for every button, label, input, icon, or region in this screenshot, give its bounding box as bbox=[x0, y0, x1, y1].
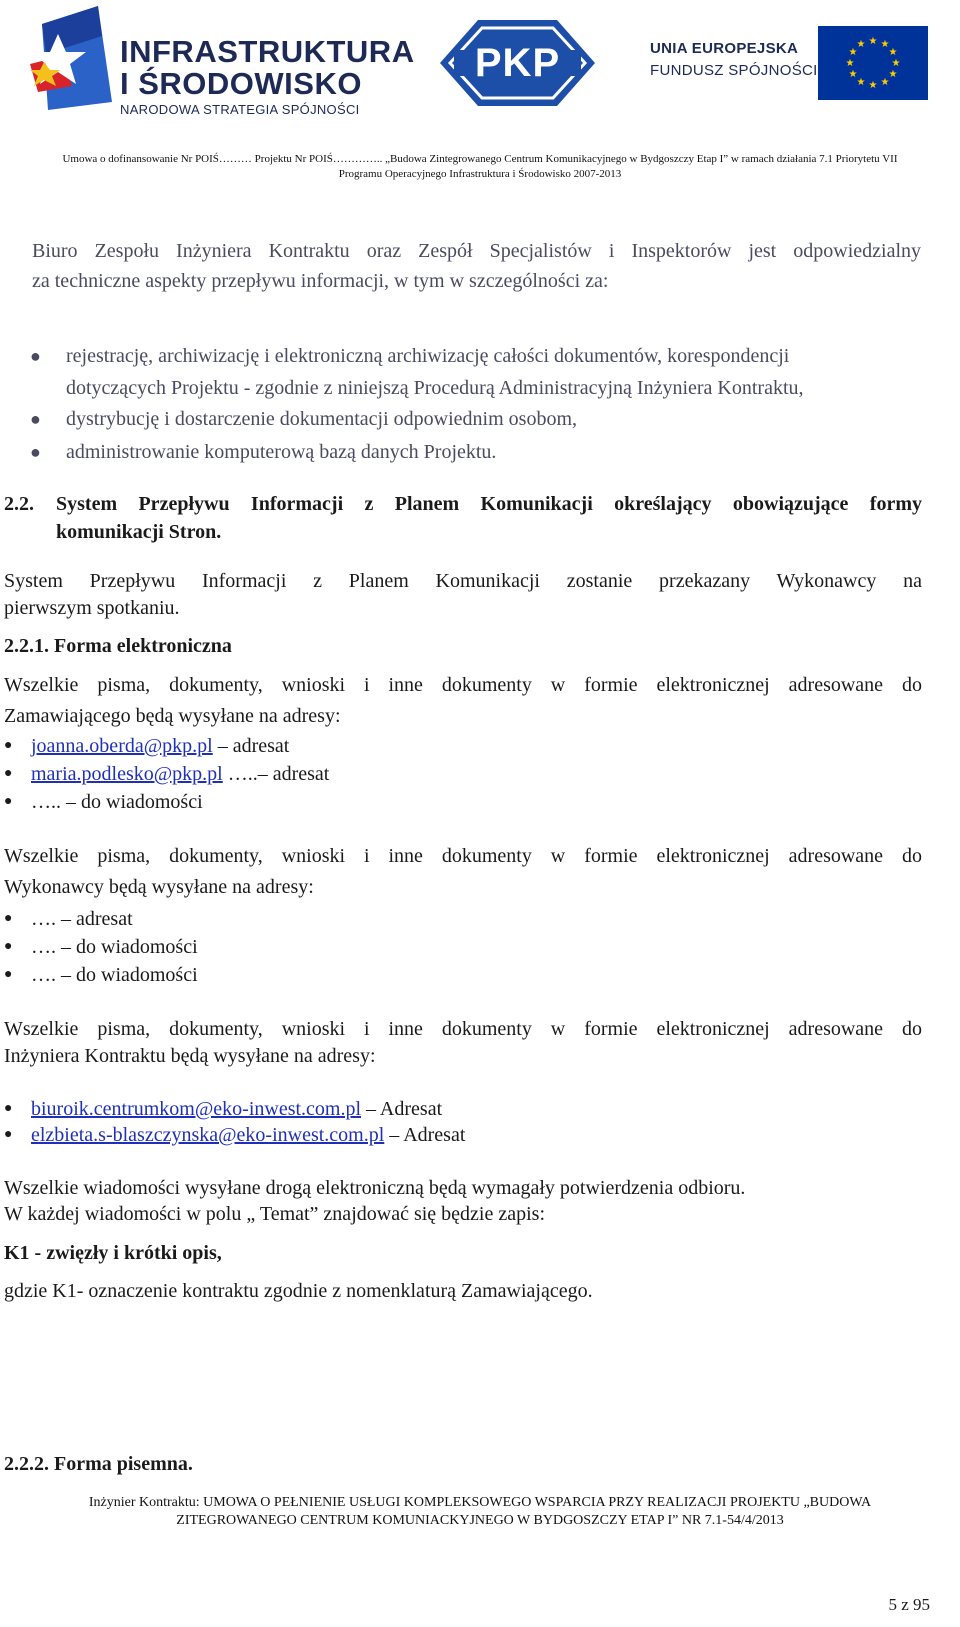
svg-text:★: ★ bbox=[880, 39, 890, 50]
wyk-paragraph-line1: Wszelkie pisma, dokumenty, wnioski i inne dokumenty w formie elektronicznej adresowane do bbox=[4, 845, 922, 867]
intro-paragraph-line2: za techniczne aspekty przepływu informacji, w tym w szczególności za: bbox=[32, 270, 609, 292]
infrastruktura-logo bbox=[28, 6, 415, 117]
page-number: 5 z 95 bbox=[888, 1595, 930, 1614]
pkp-logo-text: PKP bbox=[474, 40, 561, 85]
svg-text:★: ★ bbox=[845, 58, 855, 69]
resp-item-1-line2: dotyczących Projektu - zgodnie z niniejszą Procedurą Administracyjną Inżyniera Kontraktu, bbox=[66, 377, 804, 399]
email-role: …..– adresat bbox=[222, 763, 330, 785]
resp-item-2: dystrybucję i dostarczenie dokumentacji odpowiednim osobom, bbox=[66, 408, 577, 430]
resp-item-1-line1: rejestrację, archiwizację i elektroniczną archiwizację całości dokumentów, korespondencji bbox=[66, 345, 790, 367]
section-2-2-body-line2: pierwszym spotkaniu. bbox=[4, 597, 180, 619]
bullet-icon: ● bbox=[30, 409, 41, 429]
bullet-icon: ● bbox=[4, 1127, 13, 1142]
resp-item-3: administrowanie komputerową bazą danych Projektu. bbox=[66, 441, 497, 463]
footer-line2: ZITEGROWANEGO CENTRUM KOMUNIACKYJNEGO W BYDGOSZCZY ETAP I” NR 7.1-54/4/2013 bbox=[176, 1513, 784, 1528]
bullet-icon: ● bbox=[4, 794, 13, 809]
contract-header-line1: Umowa o dofinansowanie Nr POIŚ……… Projektu Nr POIŚ………….. „Budowa Zintegrowanego Centrum Komunikacyjnego w Bydgoszczy Etap I” w ramach działania 7.1 Priorytetu VII bbox=[62, 153, 898, 165]
ink-paragraph-line1: Wszelkie pisma, dokumenty, wnioski i inne dokumenty w formie elektronicznej adresowane do bbox=[4, 1018, 922, 1040]
email-role: – adresat bbox=[212, 735, 290, 757]
confirm-line2: W każdej wiadomości w polu „ Temat” znajdować się będzie zapis: bbox=[4, 1203, 545, 1225]
bullet-icon: ● bbox=[30, 442, 41, 462]
infrastruktura-logo-line2: I ŚRODOWISKO bbox=[120, 66, 362, 101]
email-link-biuroik[interactable]: biuroik.centrumkom@eko-inwest.com.pl bbox=[31, 1098, 362, 1120]
email-link-maria-podlesko[interactable]: maria.podlesko@pkp.pl bbox=[31, 763, 223, 785]
section-2-2-title-line2: komunikacji Stron. bbox=[56, 521, 222, 543]
section-2-2-body-line1: System Przepływu Informacji z Planem Komunikacji zostanie przekazany Wykonawcy na bbox=[4, 570, 922, 592]
email-role: – Adresat bbox=[361, 1098, 443, 1120]
intro-paragraph-line1: Biuro Zespołu Inżyniera Kontraktu oraz Zespół Specjalistów i Inspektorów jest odpowiedzialny bbox=[32, 240, 921, 262]
svg-text:★: ★ bbox=[880, 77, 890, 88]
wyk-item-3: …. – do wiadomości bbox=[31, 964, 198, 986]
section-2-2-2-heading: 2.2.2. Forma pisemna. bbox=[4, 1453, 193, 1475]
eu-logo-line1: UNIA EUROPEJSKA bbox=[650, 40, 799, 57]
section-2-2-title-line1: System Przepływu Informacji z Planem Komunikacji określający obowiązujące formy bbox=[56, 493, 922, 515]
infrastruktura-flag-icon bbox=[28, 6, 112, 110]
bullet-icon: ● bbox=[4, 911, 13, 926]
wyk-item-2: …. – do wiadomości bbox=[31, 936, 198, 958]
wyk-paragraph-line2: Wykonawcy będą wysyłane na adresy: bbox=[4, 876, 314, 898]
bullet-icon: ● bbox=[4, 1101, 13, 1116]
eu-flag-icon bbox=[818, 26, 928, 100]
svg-text:★: ★ bbox=[856, 39, 866, 50]
svg-text:★: ★ bbox=[891, 58, 901, 69]
svg-text:★: ★ bbox=[848, 47, 858, 58]
k1-subject-format: K1 - zwięzły i krótki opis, bbox=[4, 1242, 222, 1264]
pkp-logo bbox=[440, 20, 595, 106]
contract-header-line2: Programu Operacyjnego Infrastruktura i Środowisko 2007-2013 bbox=[338, 168, 622, 180]
infrastruktura-logo-line1: INFRASTRUKTURA bbox=[120, 34, 415, 69]
eu-logo-line2: FUNDUSZ SPÓJNOŚCI bbox=[650, 62, 818, 79]
email-role: – Adresat bbox=[384, 1124, 466, 1146]
email-link-joanna-oberda[interactable]: joanna.oberda@pkp.pl bbox=[31, 735, 213, 757]
bullet-icon: ● bbox=[4, 766, 13, 781]
zam-paragraph-line1: Wszelkie pisma, dokumenty, wnioski i inne dokumenty w formie elektronicznej adresowane do bbox=[4, 674, 922, 696]
svg-text:★: ★ bbox=[868, 80, 878, 91]
zam-paragraph-line2: Zamawiającego będą wysyłane na adresy: bbox=[4, 705, 341, 727]
email-role: ….. – do wiadomości bbox=[31, 791, 203, 813]
bullet-icon: ● bbox=[4, 939, 13, 954]
footer-line1: Inżynier Kontraktu: UMOWA O PEŁNIENIE USŁUGI KOMPLEKSOWEGO WSPARCIA PRZY REALIZACJI PROJEKTU „BUDOWA bbox=[88, 1495, 872, 1510]
bullet-icon: ● bbox=[30, 346, 41, 366]
k1-explanation: gdzie K1- oznaczenie kontraktu zgodnie z nomenklaturą Zamawiającego. bbox=[4, 1280, 593, 1302]
svg-text:★: ★ bbox=[848, 69, 858, 80]
wyk-item-1: …. – adresat bbox=[31, 908, 133, 930]
svg-text:★: ★ bbox=[868, 36, 878, 47]
section-2-2-number: 2.2. bbox=[4, 493, 34, 515]
bullet-icon: ● bbox=[4, 738, 13, 753]
confirm-line1: Wszelkie wiadomości wysyłane drogą elektroniczną będą wymagały potwierdzenia odbioru. bbox=[4, 1177, 746, 1199]
bullet-icon: ● bbox=[4, 967, 13, 982]
svg-text:★: ★ bbox=[888, 47, 898, 58]
eu-logo bbox=[650, 26, 930, 102]
infrastruktura-logo-line3: NARODOWA STRATEGIA SPÓJNOŚCI bbox=[120, 102, 360, 117]
svg-text:★: ★ bbox=[888, 69, 898, 80]
section-2-2-1-heading: 2.2.1. Forma elektroniczna bbox=[4, 635, 232, 657]
email-link-elzbieta[interactable]: elzbieta.s-blaszczynska@eko-inwest.com.pl bbox=[31, 1124, 385, 1146]
ink-paragraph-line2: Inżyniera Kontraktu będą wysyłane na adresy: bbox=[4, 1045, 376, 1067]
svg-text:★: ★ bbox=[856, 77, 866, 88]
